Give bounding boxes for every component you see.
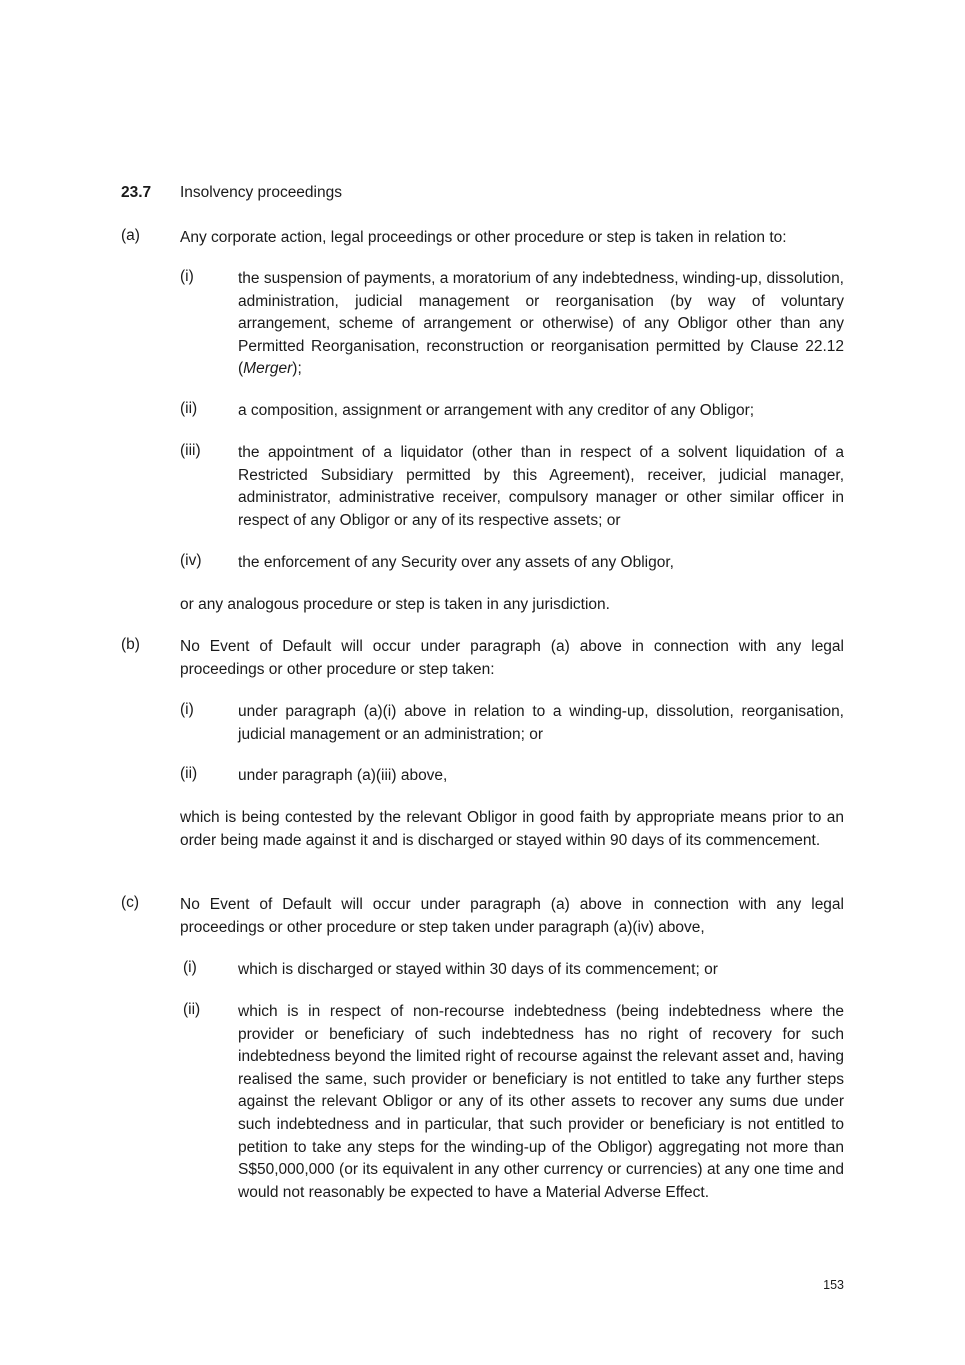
paragraph-c-label: (c) bbox=[121, 894, 140, 911]
paragraph-a-item-ii bbox=[180, 400, 844, 423]
item-label: (i) bbox=[180, 701, 194, 718]
item-text: the enforcement of any Security over any assets of any Obligor, bbox=[238, 554, 674, 571]
paragraph-c-item-i bbox=[180, 959, 844, 982]
paragraph-c bbox=[121, 894, 844, 939]
paragraph-a-tail: or any analogous procedure or step is taken in any jurisdiction. bbox=[180, 596, 610, 613]
paragraph-c-text: No Event of Default will occur under paragraph (a) above in connection with any legal proceedings or other procedure or step taken under paragraph (a)(iv) above, bbox=[180, 896, 844, 936]
paragraph-a-item-iii bbox=[180, 442, 844, 532]
item-text: a composition, assignment or arrangement with any creditor of any Obligor; bbox=[238, 402, 755, 419]
paragraph-b-item-ii bbox=[180, 765, 844, 788]
item-text: under paragraph (a)(iii) above, bbox=[238, 767, 448, 784]
item-label: (ii) bbox=[180, 765, 198, 782]
paragraph-c-item-ii bbox=[180, 1001, 844, 1204]
section-number: 23.7 bbox=[121, 184, 152, 201]
paragraph-b-tail: which is being contested by the relevant Obligor in good faith by appropriate means prior to an order being made against it and is discharged or stayed within 90 days of its commencement. bbox=[180, 809, 844, 849]
section-title: Insolvency proceedings bbox=[180, 184, 342, 201]
item-text: the appointment of a liquidator (other than in respect of a solvent liquidation of a Restricted Subsidiary permitted by this Agreement), receiver, judicial manager, administrator, administrative receiver, compulsory manager or other similar officer in respect of any Obligor or any of its respective assets; or bbox=[238, 444, 844, 529]
item-text: which is in respect of non-recourse indebtedness (being indebtedness where the provider or beneficiary of such indebtedness has no right of recovery for such indebtedness beyond the limited right of recourse against the relevant asset and, having realised the same, such provider or beneficiary is not entitled to take any further steps against the relevant Obligor or any of its other assets to recover any sums due under such indebtedness and in particular, that such provider or beneficiary is not entitled to petition to take any steps for the winding-up of the Obligor) aggregating not more than S$50,000,000 (or its equivalent in any other currency or currencies) at any one time and would not reasonably be expected to have a Material Adverse Effect. bbox=[238, 1003, 844, 1201]
paragraph-b-label: (b) bbox=[121, 636, 140, 653]
paragraph-a-label: (a) bbox=[121, 227, 140, 244]
section-heading bbox=[121, 184, 342, 202]
item-label: (ii) bbox=[183, 1001, 201, 1018]
paragraph-a-text: Any corporate action, legal proceedings or other procedure or step is taken in relation to: bbox=[180, 229, 787, 246]
item-text: the suspension of payments, a moratorium of any indebtedness, winding-up, dissolution, administration, judicial management or reorganisation (by way of voluntary arrangement, scheme of arrangement or otherwise) of any Obligor other than any Permitted Reorganisation, reconstruction or reorganisation permitted by Clause 22.12 (Merger); bbox=[238, 270, 844, 378]
item-text: under paragraph (a)(i) above in relation to a winding-up, dissolution, reorganisation, judicial management or an administration; or bbox=[238, 703, 844, 743]
paragraph-b-item-i bbox=[180, 701, 844, 746]
paragraph-a-item-i bbox=[180, 268, 844, 381]
paragraph-b-text: No Event of Default will occur under paragraph (a) above in connection with any legal proceedings or other procedure or step taken: bbox=[180, 638, 844, 678]
item-label: (ii) bbox=[180, 400, 198, 417]
paragraph-b bbox=[121, 636, 844, 681]
item-label: (i) bbox=[180, 268, 194, 285]
item-label: (i) bbox=[183, 959, 197, 976]
item-label: (iv) bbox=[180, 552, 202, 569]
page-number: 153 bbox=[823, 1278, 844, 1292]
paragraph-a bbox=[121, 227, 844, 250]
paragraph-a-item-iv bbox=[180, 552, 844, 575]
item-text: which is discharged or stayed within 30 days of its commencement; or bbox=[238, 961, 718, 978]
item-label: (iii) bbox=[180, 442, 201, 459]
